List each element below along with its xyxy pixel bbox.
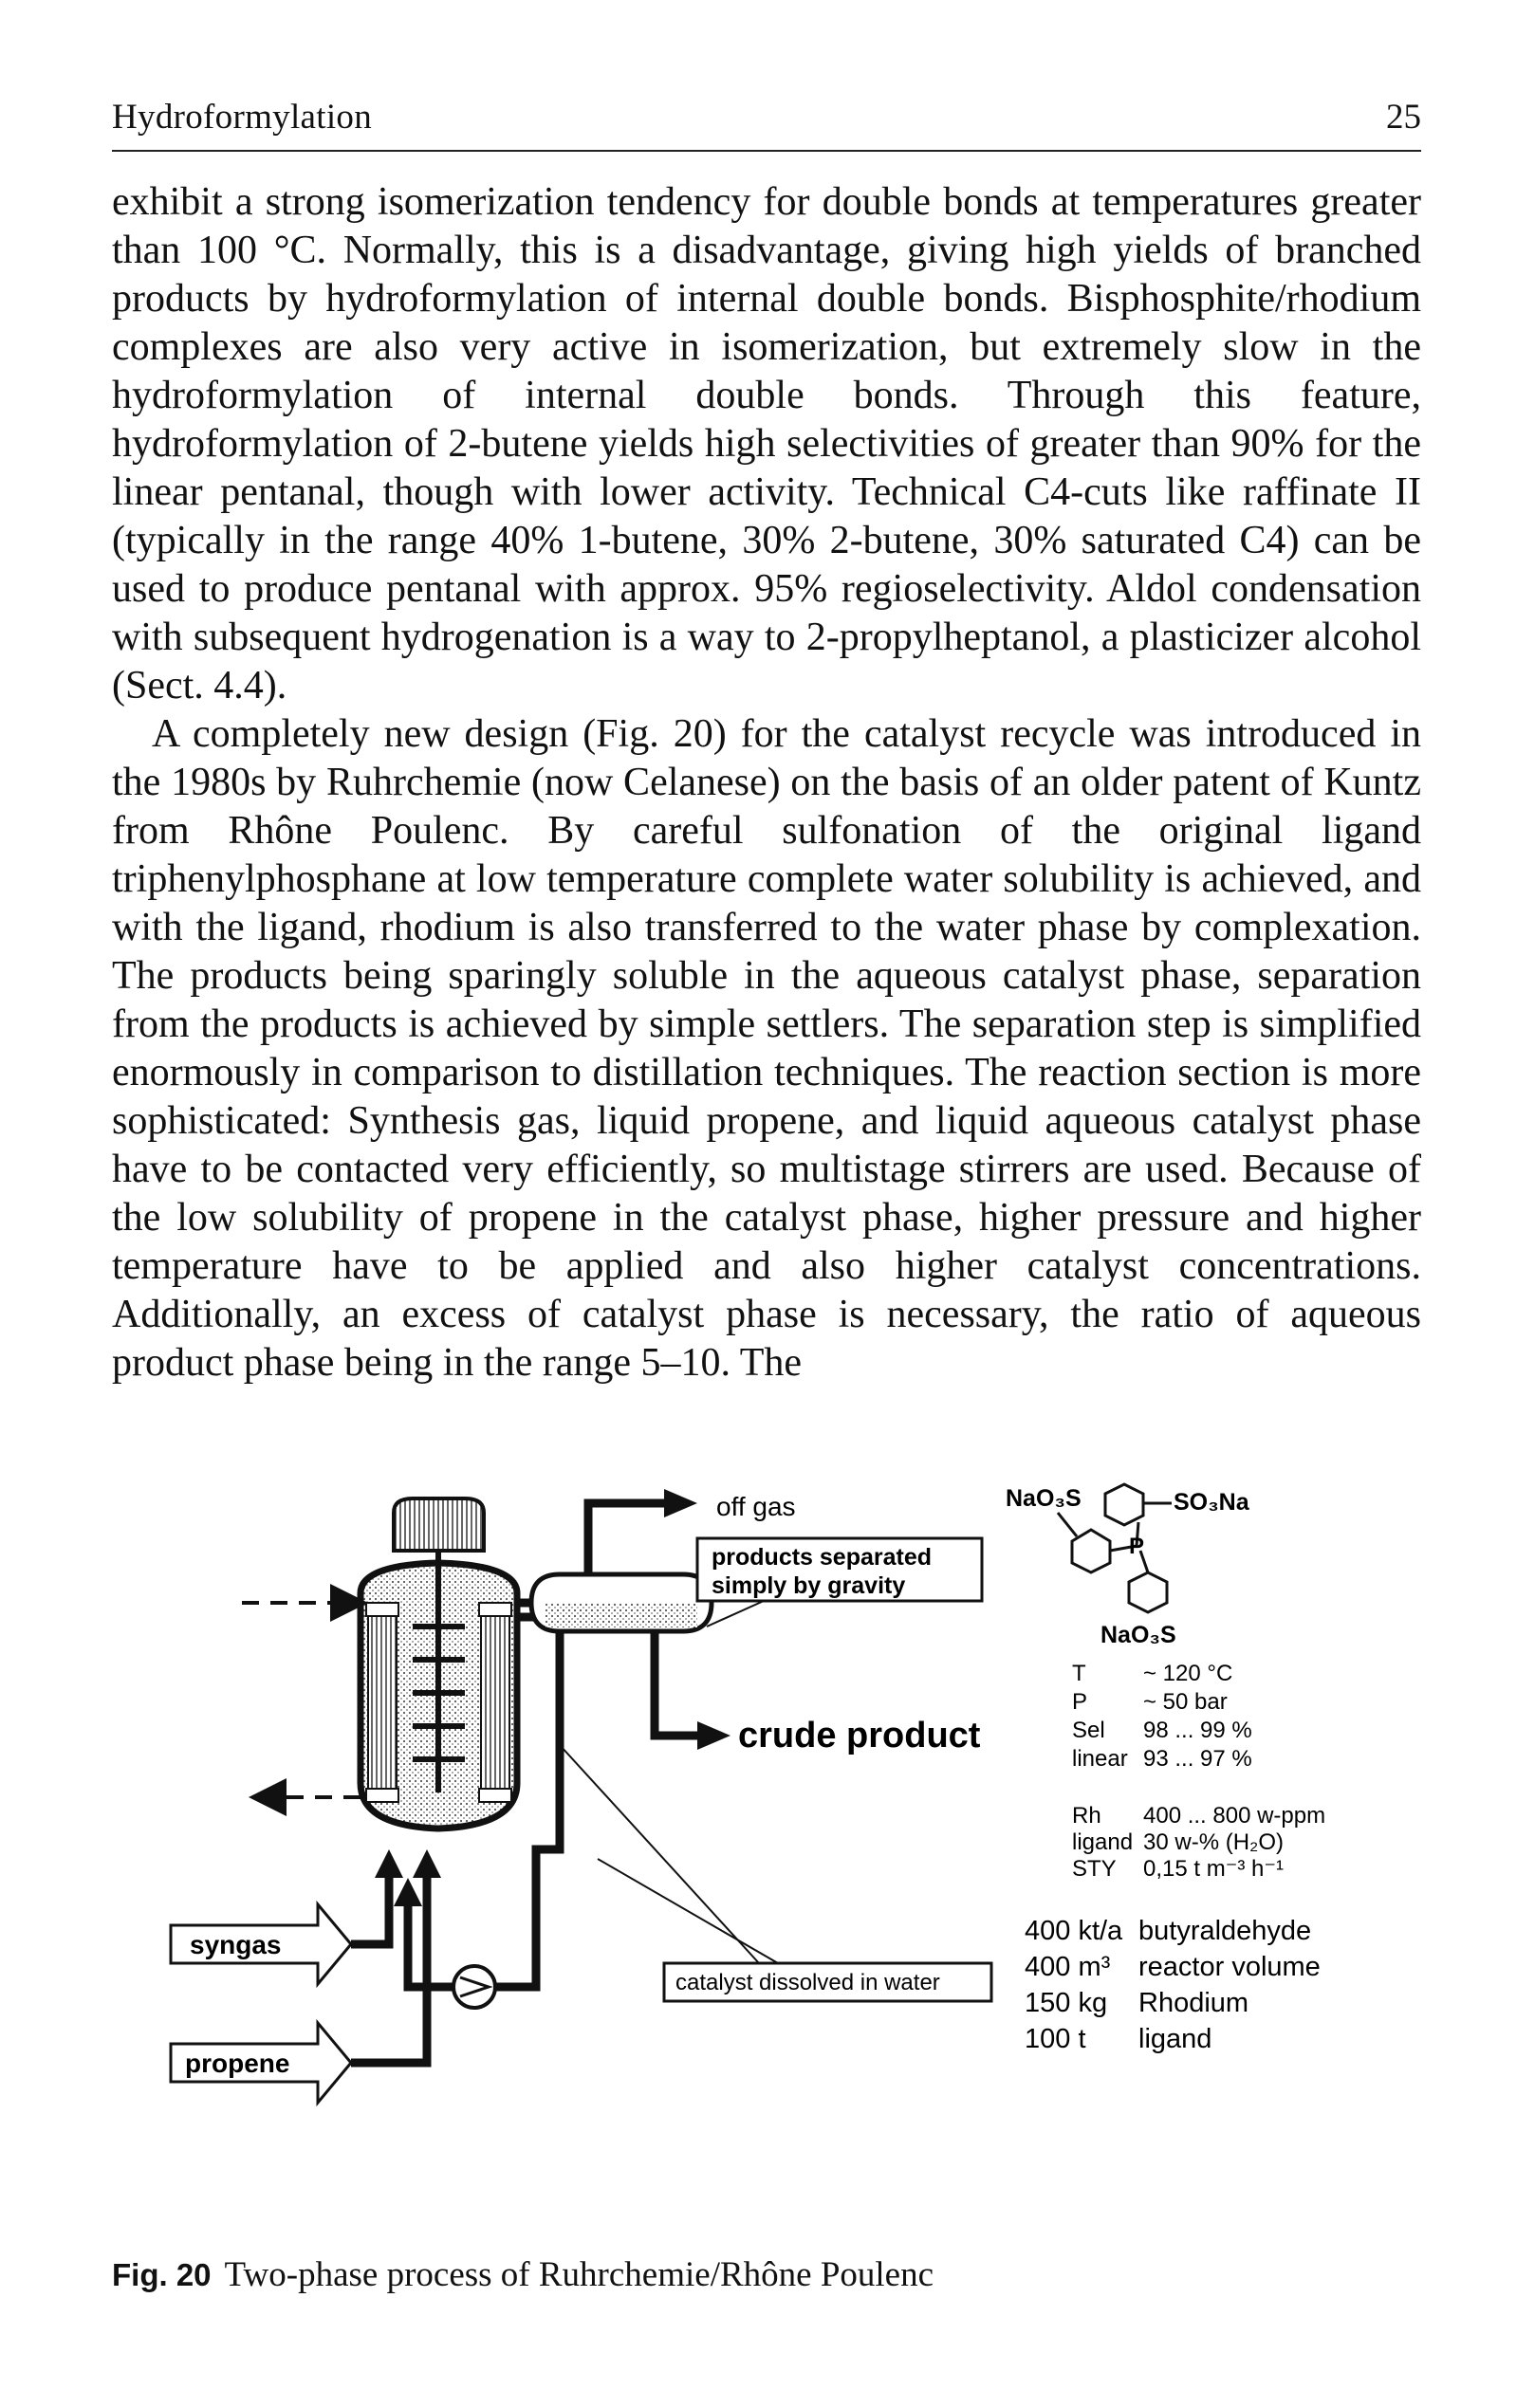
cond-key: P: [1072, 1689, 1088, 1715]
figure-caption: [112, 2254, 934, 2295]
syngas-feed: [171, 1849, 403, 1984]
settler: [517, 1574, 712, 1631]
cond-value: 98 ... 99 %: [1143, 1718, 1252, 1743]
off-gas-label: off gas: [716, 1492, 796, 1521]
cond-value: 93 ... 97 %: [1143, 1746, 1252, 1772]
body-text: [112, 178, 1421, 1388]
plant-value: butyraldehyde: [1138, 1916, 1312, 1946]
molecule-center: P: [1129, 1534, 1145, 1559]
param-value: 400 ... 800 w-ppm: [1143, 1803, 1326, 1829]
conditions-table: [1072, 1661, 1252, 1772]
param-key: STY: [1072, 1856, 1117, 1882]
plant-key: 400 m³: [1025, 1952, 1111, 1982]
off-gas-arrow: [664, 1489, 697, 1517]
molecule-sub1: NaO₃S: [1006, 1485, 1082, 1512]
param-key: ligand: [1072, 1829, 1134, 1855]
process-figure: [152, 1461, 1404, 2238]
products-separated-line1: products separated: [712, 1544, 933, 1571]
coolant-lines: [242, 1603, 361, 1797]
cond-key: Sel: [1072, 1718, 1105, 1743]
propene-label: propene: [185, 2049, 290, 2078]
crude-product-line: [655, 1631, 702, 1736]
catalyst-label: catalyst dissolved in water: [675, 1970, 940, 1995]
products-separated-line2: simply by gravity: [712, 1572, 906, 1599]
param-value: 30 w-% (H₂O): [1143, 1829, 1284, 1855]
catalyst-params: [1072, 1803, 1325, 1882]
plant-key: 150 kg: [1025, 1988, 1108, 2018]
crude-product-label: crude product: [738, 1716, 981, 1755]
crude-product-arrow: [697, 1721, 731, 1750]
cond-value: ~ 50 bar: [1143, 1689, 1228, 1715]
plant-value: Rhodium: [1138, 1988, 1249, 2018]
syngas-label: syngas: [190, 1930, 282, 1959]
cond-key: linear: [1072, 1746, 1128, 1772]
caption-label: Fig. 20: [112, 2257, 212, 2292]
process-diagram: [152, 1461, 1404, 2238]
plant-value: ligand: [1138, 2024, 1212, 2054]
param-key: Rh: [1072, 1803, 1101, 1829]
plant-data: [1025, 1916, 1321, 2054]
plant-key: 400 kt/a: [1025, 1916, 1123, 1946]
caption-text: Two-phase process of Ruhrchemie/Rhône Poulenc: [224, 2255, 934, 2294]
page-number: 25: [1386, 98, 1421, 137]
running-title: Hydroformylation: [112, 98, 373, 137]
plant-key: 100 t: [1025, 2024, 1086, 2054]
molecule-sub2: SO₃Na: [1174, 1489, 1249, 1516]
stirrer-motor: [394, 1498, 484, 1565]
running-header: [112, 93, 1421, 152]
reactor-vessel: [361, 1563, 517, 1829]
cond-key: T: [1072, 1661, 1086, 1686]
param-value: 0,15 t m⁻³ h⁻¹: [1143, 1856, 1285, 1882]
molecule-sub3: NaO₃S: [1100, 1622, 1176, 1648]
paragraph-1: exhibit a strong isomerization tendency for double bonds at temperatures greater than 100 °C. Normally, this is a disadvantage, giving high yields of branched products by hydroformylation of internal double bonds. Bisphosphite/rhodium complexes are also very active in isomerization, but extremely slow in the hydroformylation of internal double bonds. Through this feature, hydroformylation of 2-butene yields high selectivities of greater than 90% for the linear pentanal, though with lower activity. Technical C4-cuts like raffinate II (typically in the range 40% 1-butene, 30% 2-butene, 30% saturated C4) can be used to produce pentanal with approx. 95% regioselectivity. Aldol condensation with subsequent hydrogenation is a way to 2-propylheptanol, a plasticizer alcohol (Sect. 4.4).: [112, 180, 1421, 708]
plant-value: reactor volume: [1138, 1952, 1321, 1982]
cond-value: ~ 120 °C: [1143, 1661, 1233, 1686]
paragraph-2: A completely new design (Fig. 20) for the catalyst recycle was introduced in the 1980s by Ruhrchemie (now Celanese) on the basis of an older patent of Kuntz from Rhône Poulenc. By careful sulfonation of the original ligand triphenylphosphane at low temperature complete water solubility is achieved, and with the ligand, rhodium is also transferred to the water phase by complexation. The products being sparingly soluble in the aqueous catalyst phase, separation from the products is achieved by simple settlers. The separation step is simplified enormously in comparison to distillation techniques. The reaction section is more sophisticated: Synthesis gas, liquid propene, and liquid aqueous catalyst phase have to be contacted very efficiently, so multistage stirrers are used. Because of the low solubility of propene in the catalyst phase, higher pressure and higher temperature have to be applied and also higher catalyst concentrations. Additionally, an excess of catalyst phase is necessary, the ratio of aqueous product phase being in the range 5–10. The: [112, 712, 1421, 1385]
